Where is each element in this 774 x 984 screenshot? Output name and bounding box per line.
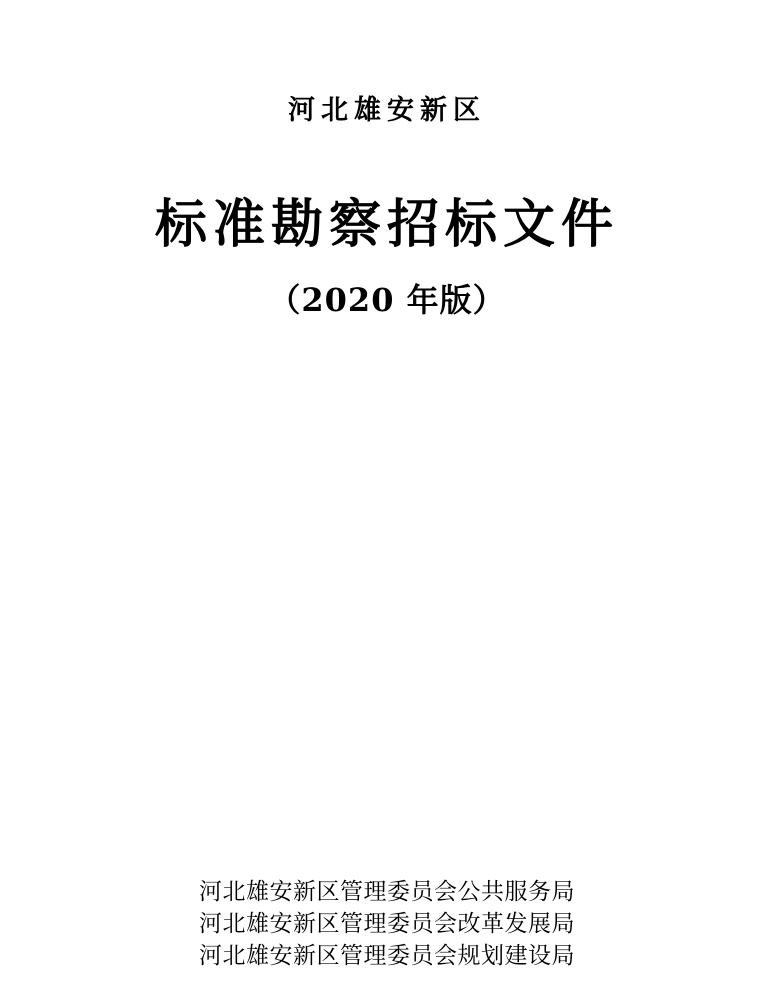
issuer-line: 河北雄安新区管理委员会改革发展局 — [199, 911, 575, 936]
cover-issuing-region: 河北雄安新区 — [288, 95, 486, 126]
cover-issuer-list — [0, 876, 774, 972]
issuer-line: 河北雄安新区管理委员会公共服务局 — [199, 879, 575, 904]
cover-edition: （2020 年版） — [268, 281, 506, 319]
issuer-line: 河北雄安新区管理委员会规划建设局 — [199, 943, 575, 968]
cover-title: 标准勘察招标文件 — [154, 194, 619, 255]
document-cover-page — [0, 88, 774, 984]
